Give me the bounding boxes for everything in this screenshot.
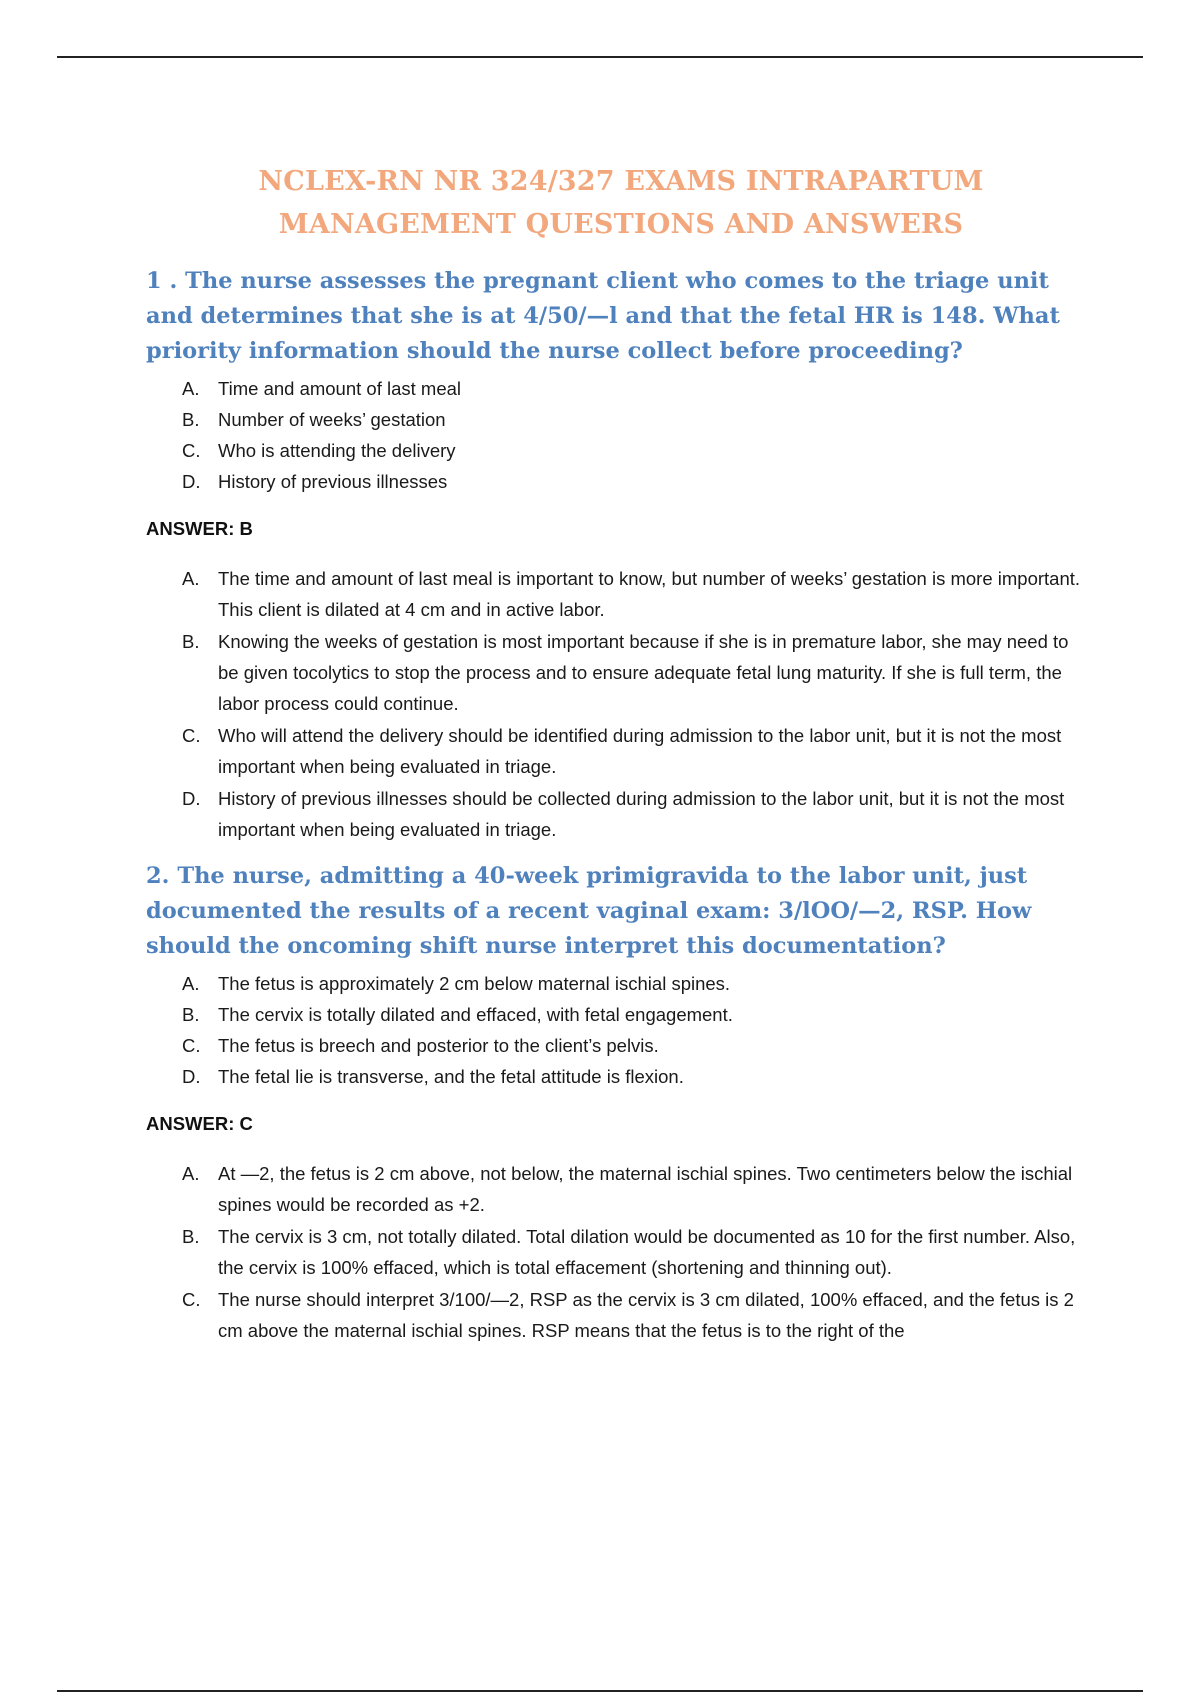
explanation-c: C. The nurse should interpret 3/100/—2, RSP as the cervix is 3 cm dilated, 100% effaced, and the fetus is 2 cm above the maternal ischial spines. RSP means that the fetus is to the right of the <box>182 1289 1074 1341</box>
document-title: NCLEX-RN NR 324/327 EXAMS INTRAPARTUM MANAGEMENT QUESTIONS AND ANSWERS <box>258 166 984 240</box>
question-2-options <box>146 968 1096 1092</box>
explanation-b: B. Knowing the weeks of gestation is most important because if she is in premature labor, she may need to be given tocolytics to stop the process and to ensure adequate fetal lung maturity. If she is full term, the labor process could continue. <box>182 631 1069 714</box>
option-b: B. The cervix is totally dilated and effaced, with fetal engagement. <box>182 1004 733 1025</box>
explanation-a: A. The time and amount of last meal is important to know, but number of weeks’ gestation is more important. This client is dilated at 4 cm and in active labor. <box>182 568 1081 620</box>
option-c: C. Who is attending the delivery <box>182 440 456 461</box>
explanation-d: D. History of previous illnesses should be collected during admission to the labor unit, but it is not the most important when being evaluated in triage. <box>182 788 1065 840</box>
question-2-explanations <box>146 1158 1096 1346</box>
question-2 <box>146 859 1096 1346</box>
question-1-options <box>146 373 1096 497</box>
explanation-b: B. The cervix is 3 cm, not totally dilated. Total dilation would be documented as 10 for the first number. Also, the cervix is 100% effaced, which is total effacement (shortening and thinning out). <box>182 1226 1076 1278</box>
question-1-explanations <box>146 563 1096 845</box>
question-2-text: 2. The nurse, admitting a 40-week primigravida to the labor unit, just documented the results of a recent vaginal exam: 3/lOO/—2, RSP. How should the oncoming shift nurse interpret this documentation? <box>146 863 1032 959</box>
question-1-text: 1 . The nurse assesses the pregnant client who comes to the triage unit and determines that she is at 4/50/—l and that the fetal HR is 148. What priority information should the nurse collect before proceeding? <box>146 268 1060 364</box>
question-2-answer: ANSWER: C <box>146 1113 253 1134</box>
explanation-c: C. Who will attend the delivery should be identified during admission to the labor unit, but it is not the most important when being evaluated in triage. <box>182 725 1062 777</box>
top-rule <box>57 56 1143 58</box>
explanation-a: A. At —2, the fetus is 2 cm above, not below, the maternal ischial spines. Two centimeters below the ischial spines would be recorded as +2. <box>182 1163 1073 1215</box>
option-b: B. Number of weeks’ gestation <box>182 409 446 430</box>
document-body <box>146 160 1096 1347</box>
option-a: A. The fetus is approximately 2 cm below maternal ischial spines. <box>182 973 731 994</box>
option-d: D. History of previous illnesses <box>182 471 448 492</box>
question-1-answer: ANSWER: B <box>146 518 253 539</box>
bottom-rule <box>57 1690 1143 1692</box>
option-d: D. The fetal lie is transverse, and the fetal attitude is flexion. <box>182 1066 684 1087</box>
option-a: A. Time and amount of last meal <box>182 378 462 399</box>
question-1 <box>146 264 1096 845</box>
option-c: C. The fetus is breech and posterior to the client’s pelvis. <box>182 1035 659 1056</box>
